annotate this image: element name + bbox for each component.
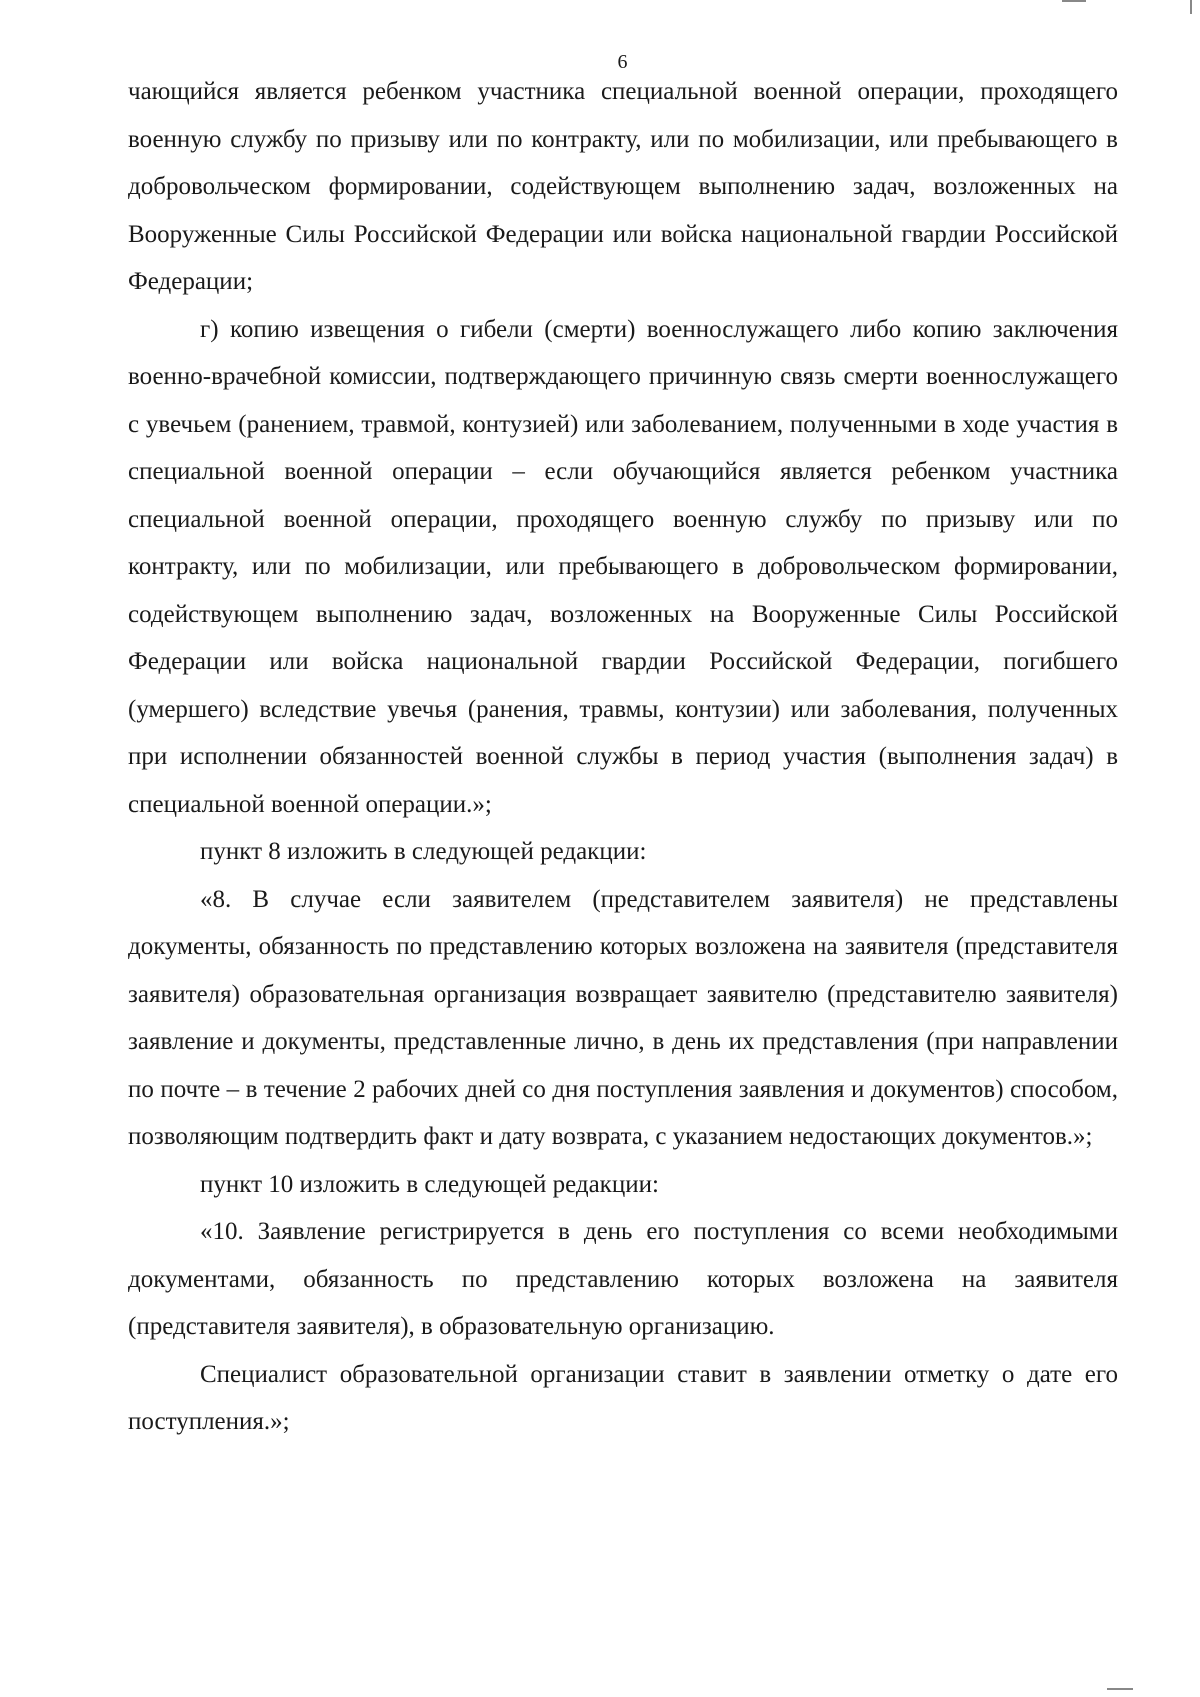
paragraph-point-8-intro: пункт 8 изложить в следующей редакции: — [200, 838, 647, 865]
page-number: 6 — [617, 51, 628, 73]
scan-artifact-right — [1190, 0, 1192, 14]
paragraph-specialist-note: Специалист образовательной организации ставит в заявлении отметку о дате его поступления.»; — [128, 1360, 1118, 1435]
paragraph-point-8-text: «8. В случае если заявителем (представителем заявителя) не представлены документы, обязанность по представлению которых возложена на заявителя (представителя заявителя) образовательная организация возвращает заявителю (представителю заявителя) заявление и документы, представленные лично, в день их представления (при направлении по почте – в течение 2 рабочих дней со дня поступления заявления и документов) способом, позволяющим подтвердить факт и дату возврата, с указанием недостающих документов.»; — [128, 885, 1118, 1150]
scan-artifact-bottom — [1107, 1688, 1133, 1690]
paragraph-item-g: г) копию извещения о гибели (смерти) военнослужащего либо копию заключения военно-врачебной комиссии, подтверждающего причинную связь смерти военнослужащего с увечьем (ранением, травмой, контузией) или заболеванием, полученными в ходе участия в специальной военной операции – если обучающийся является ребенком участника специальной военной операции, проходящего военную службу по призыву или по контракту, или по мобилизации, или пребывающего в добровольческом формировании, содействующем выполнению задач, возложенных на Вооруженные Силы Российской Федерации или войска национальной гвардии Российской Федерации, погибшего (умершего) вследствие увечья (ранения, травмы, контузии) или заболевания, полученных при исполнении обязанностей военной службы в период участия (выполнения задач) в специальной военной операции.»; — [128, 315, 1118, 818]
scan-artifact-top — [1062, 0, 1086, 2]
paragraph-point-10-text: «10. Заявление регистрируется в день его поступления со всеми необходимыми документами, обязанность по представлению которых возложена на заявителя (представителя заявителя), в образовательную организацию. — [128, 1218, 1118, 1340]
paragraph-point-10-intro: пункт 10 изложить в следующей редакции: — [200, 1170, 659, 1198]
document-body — [128, 68, 1118, 1446]
paragraph-continuation: чающийся является ребенком участника специальной военной операции, проходящего военную службу по призыву или по контракту, или по мобилизации, или пребывающего в добровольческом формировании, содействующем выполнению задач, возложенных на Вооруженные Силы Российской Федерации или войска национальной гвардии Российской Федерации; — [128, 78, 1118, 295]
